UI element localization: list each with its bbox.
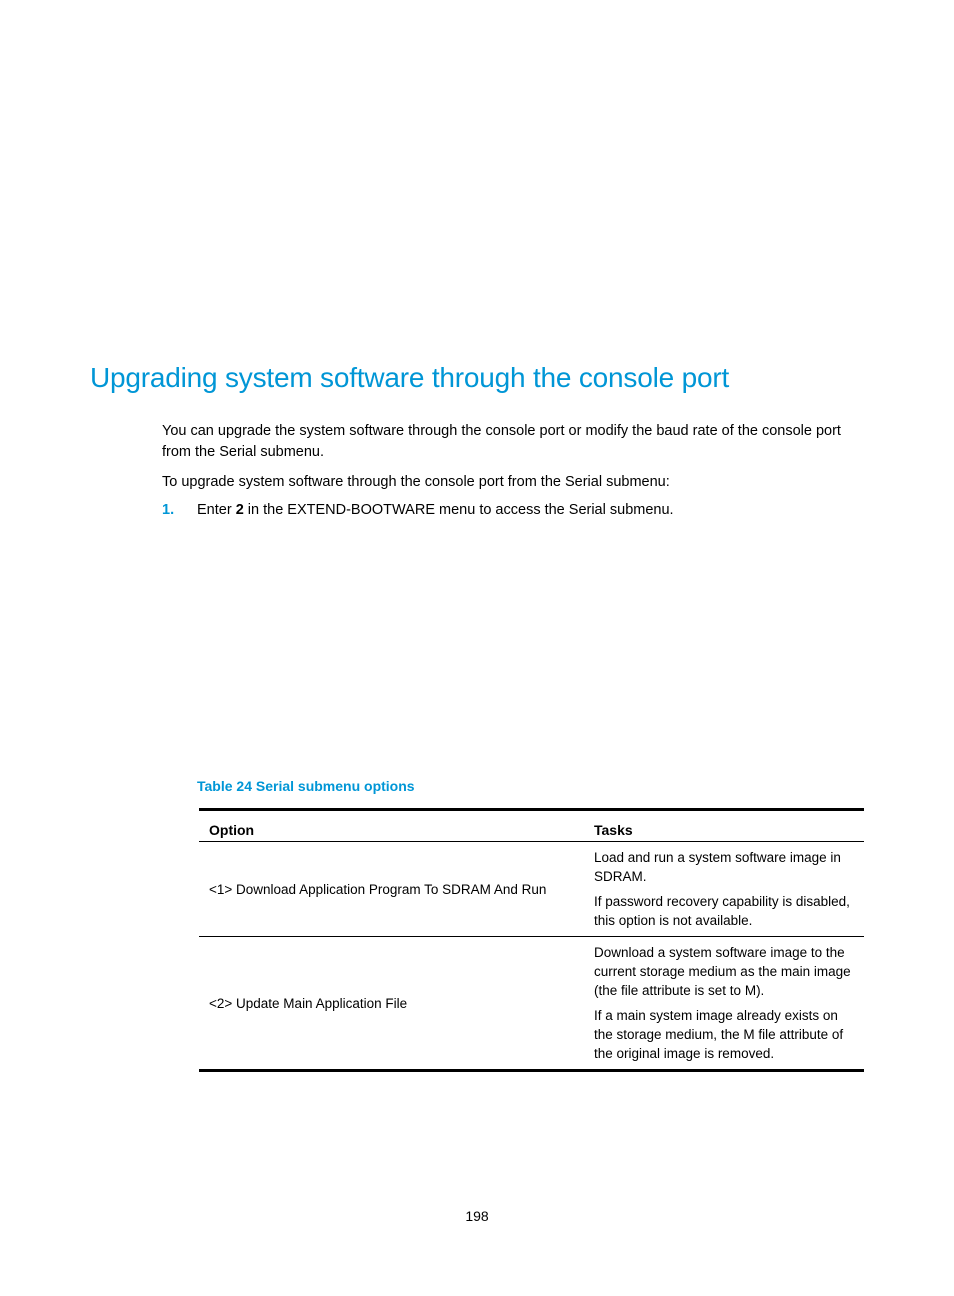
task-text: If password recovery capability is disabled, this option is not available. — [594, 894, 850, 928]
tasks-cell — [584, 937, 864, 1071]
step-item — [162, 500, 866, 521]
table-row — [199, 842, 864, 937]
table-header-row — [199, 810, 864, 842]
task-text: If a main system image already exists on the storage medium, the M file attribute of the original image is removed. — [594, 1008, 844, 1061]
intro-paragraph: You can upgrade the system software through the console port or modify the baud rate of the console port from the Serial submenu. — [162, 423, 841, 460]
step-bold-value: 2 — [235, 502, 244, 518]
task-text: Download a system software image to the current storage medium as the main image (the file attribute is set to M). — [594, 945, 851, 998]
option-cell: <2> Update Main Application File — [209, 995, 408, 1011]
page-number: 198 — [465, 1208, 489, 1224]
header-tasks: Tasks — [584, 810, 864, 842]
option-cell: <1> Download Application Program To SDRAM And Run — [199, 842, 584, 937]
table-caption: Table 24 Serial submenu options — [197, 778, 415, 794]
step-number: 1. — [162, 502, 175, 518]
tasks-cell — [584, 842, 864, 937]
table-row — [199, 937, 864, 1071]
step-text-after: in the EXTEND-BOOTWARE menu to access the Serial submenu. — [243, 502, 674, 518]
header-option: Option — [199, 810, 584, 842]
step-text-before: Enter — [197, 502, 236, 518]
task-text: Load and run a system software image in SDRAM. — [594, 850, 841, 884]
lead-paragraph: To upgrade system software through the console port from the Serial submenu: — [162, 474, 670, 490]
serial-submenu-table — [199, 808, 864, 1072]
section-title: Upgrading system software through the console port — [90, 362, 730, 393]
